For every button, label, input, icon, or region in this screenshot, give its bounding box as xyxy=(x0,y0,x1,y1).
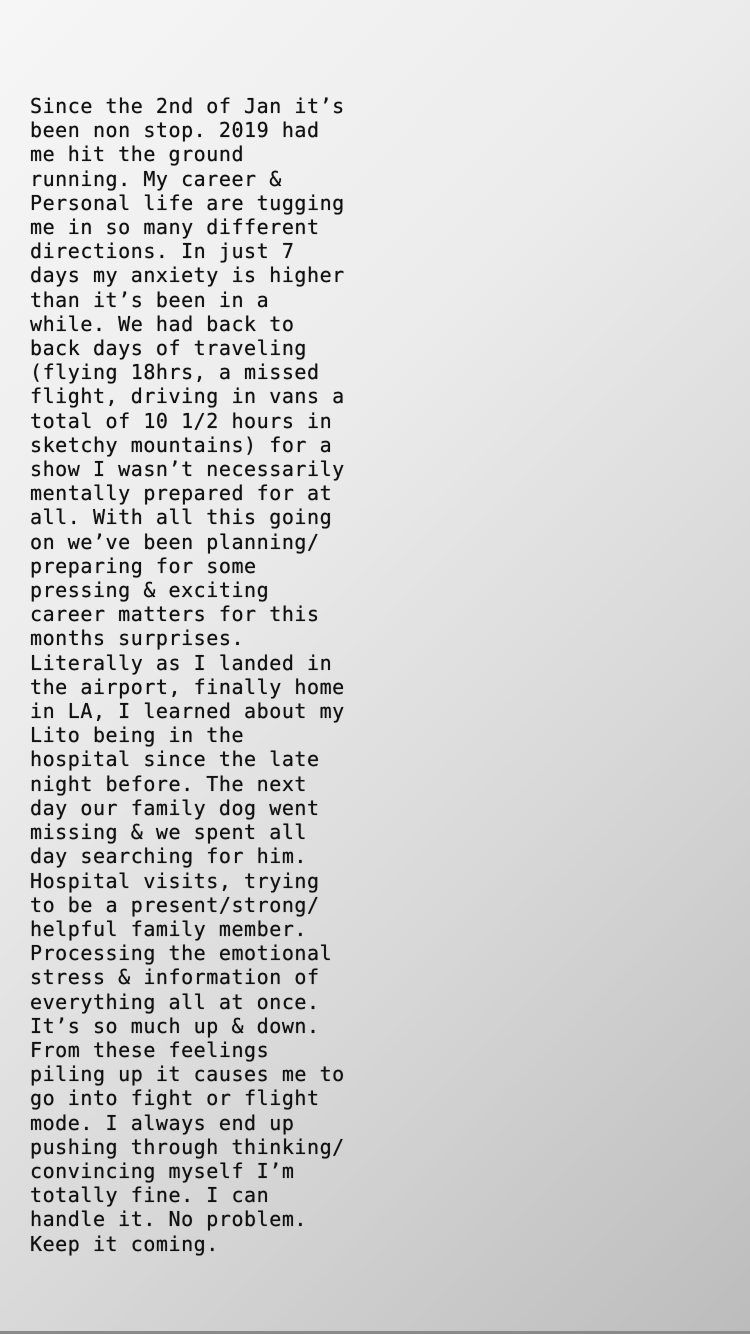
story-text-line: than it’s been in a xyxy=(30,287,270,312)
story-text-line: stress & information of xyxy=(30,965,320,990)
story-text-line: Lito being in the xyxy=(30,723,245,748)
story-text-line: convincing myself I’m xyxy=(30,1158,295,1183)
story-text-line: night before. The next xyxy=(30,771,308,796)
story-text-line: Personal life are tugging xyxy=(30,190,345,215)
story-text-line: mentally prepared for at xyxy=(30,481,333,506)
story-text-line: Keep it coming. xyxy=(30,1231,219,1256)
story-text-line: go into fight or flight xyxy=(30,1086,320,1111)
story-text-line: career matters for this xyxy=(30,602,320,627)
story-text-line: total of 10 1/2 hours in xyxy=(30,408,333,433)
story-text-line: day our family dog went xyxy=(30,795,320,820)
story-text-line: everything all at once. xyxy=(30,989,320,1014)
story-text-line: preparing for some xyxy=(30,553,257,578)
story-text-line: (flying 18hrs, a missed xyxy=(30,360,320,385)
story-text-line: sketchy mountains) for a xyxy=(30,432,333,457)
story-text-line: Processing the emotional xyxy=(30,941,333,966)
story-text-line: all. With all this going xyxy=(30,505,333,530)
story-text-line: It’s so much up & down. xyxy=(30,1013,320,1038)
story-text-line: pressing & exciting xyxy=(30,578,270,603)
story-text-line: Since the 2nd of Jan it’s xyxy=(30,94,345,118)
story-text-line: while. We had back to xyxy=(30,311,295,336)
story-text-line: me hit the ground xyxy=(30,142,245,167)
story-text-line: me in so many different xyxy=(30,215,320,240)
story-text-line: pushing through thinking/ xyxy=(30,1134,345,1159)
story-text-line: back days of traveling xyxy=(30,336,308,361)
story-text-line: handle it. No problem. xyxy=(30,1207,308,1232)
story-text-line: flight, driving in vans a xyxy=(30,384,345,409)
story-text-line: totally fine. I can xyxy=(30,1183,270,1208)
story-text-line: days my anxiety is higher xyxy=(30,263,345,288)
story-text-line: mode. I always end up xyxy=(30,1110,295,1135)
story-text-line: piling up it causes me to xyxy=(30,1062,345,1087)
story-text-line: From these feelings xyxy=(30,1037,270,1062)
story-text-line: missing & we spent all xyxy=(30,820,308,845)
story-text-line: directions. In just 7 xyxy=(30,239,295,264)
story-text-line: running. My career & xyxy=(30,166,282,191)
story-text-block xyxy=(30,94,730,1256)
story-text-line: been non stop. 2019 had xyxy=(30,118,320,143)
story-text-line: on we’ve been planning/ xyxy=(30,529,320,554)
story-text-line: to be a present/strong/ xyxy=(30,892,320,917)
story-text-line: Literally as I landed in xyxy=(30,650,333,675)
story-text-line: show I wasn’t necessarily xyxy=(30,457,345,482)
story-text-line: in LA, I learned about my xyxy=(30,699,345,724)
story-text-line: the airport, finally home xyxy=(30,674,345,699)
story-text-line: helpful family member. xyxy=(30,916,308,941)
story-text-line: months surprises. xyxy=(30,626,245,651)
story-text-line: day searching for him. xyxy=(30,844,308,869)
story-text-line: hospital since the late xyxy=(30,747,320,772)
story-text-line: Hospital visits, trying xyxy=(30,868,320,893)
